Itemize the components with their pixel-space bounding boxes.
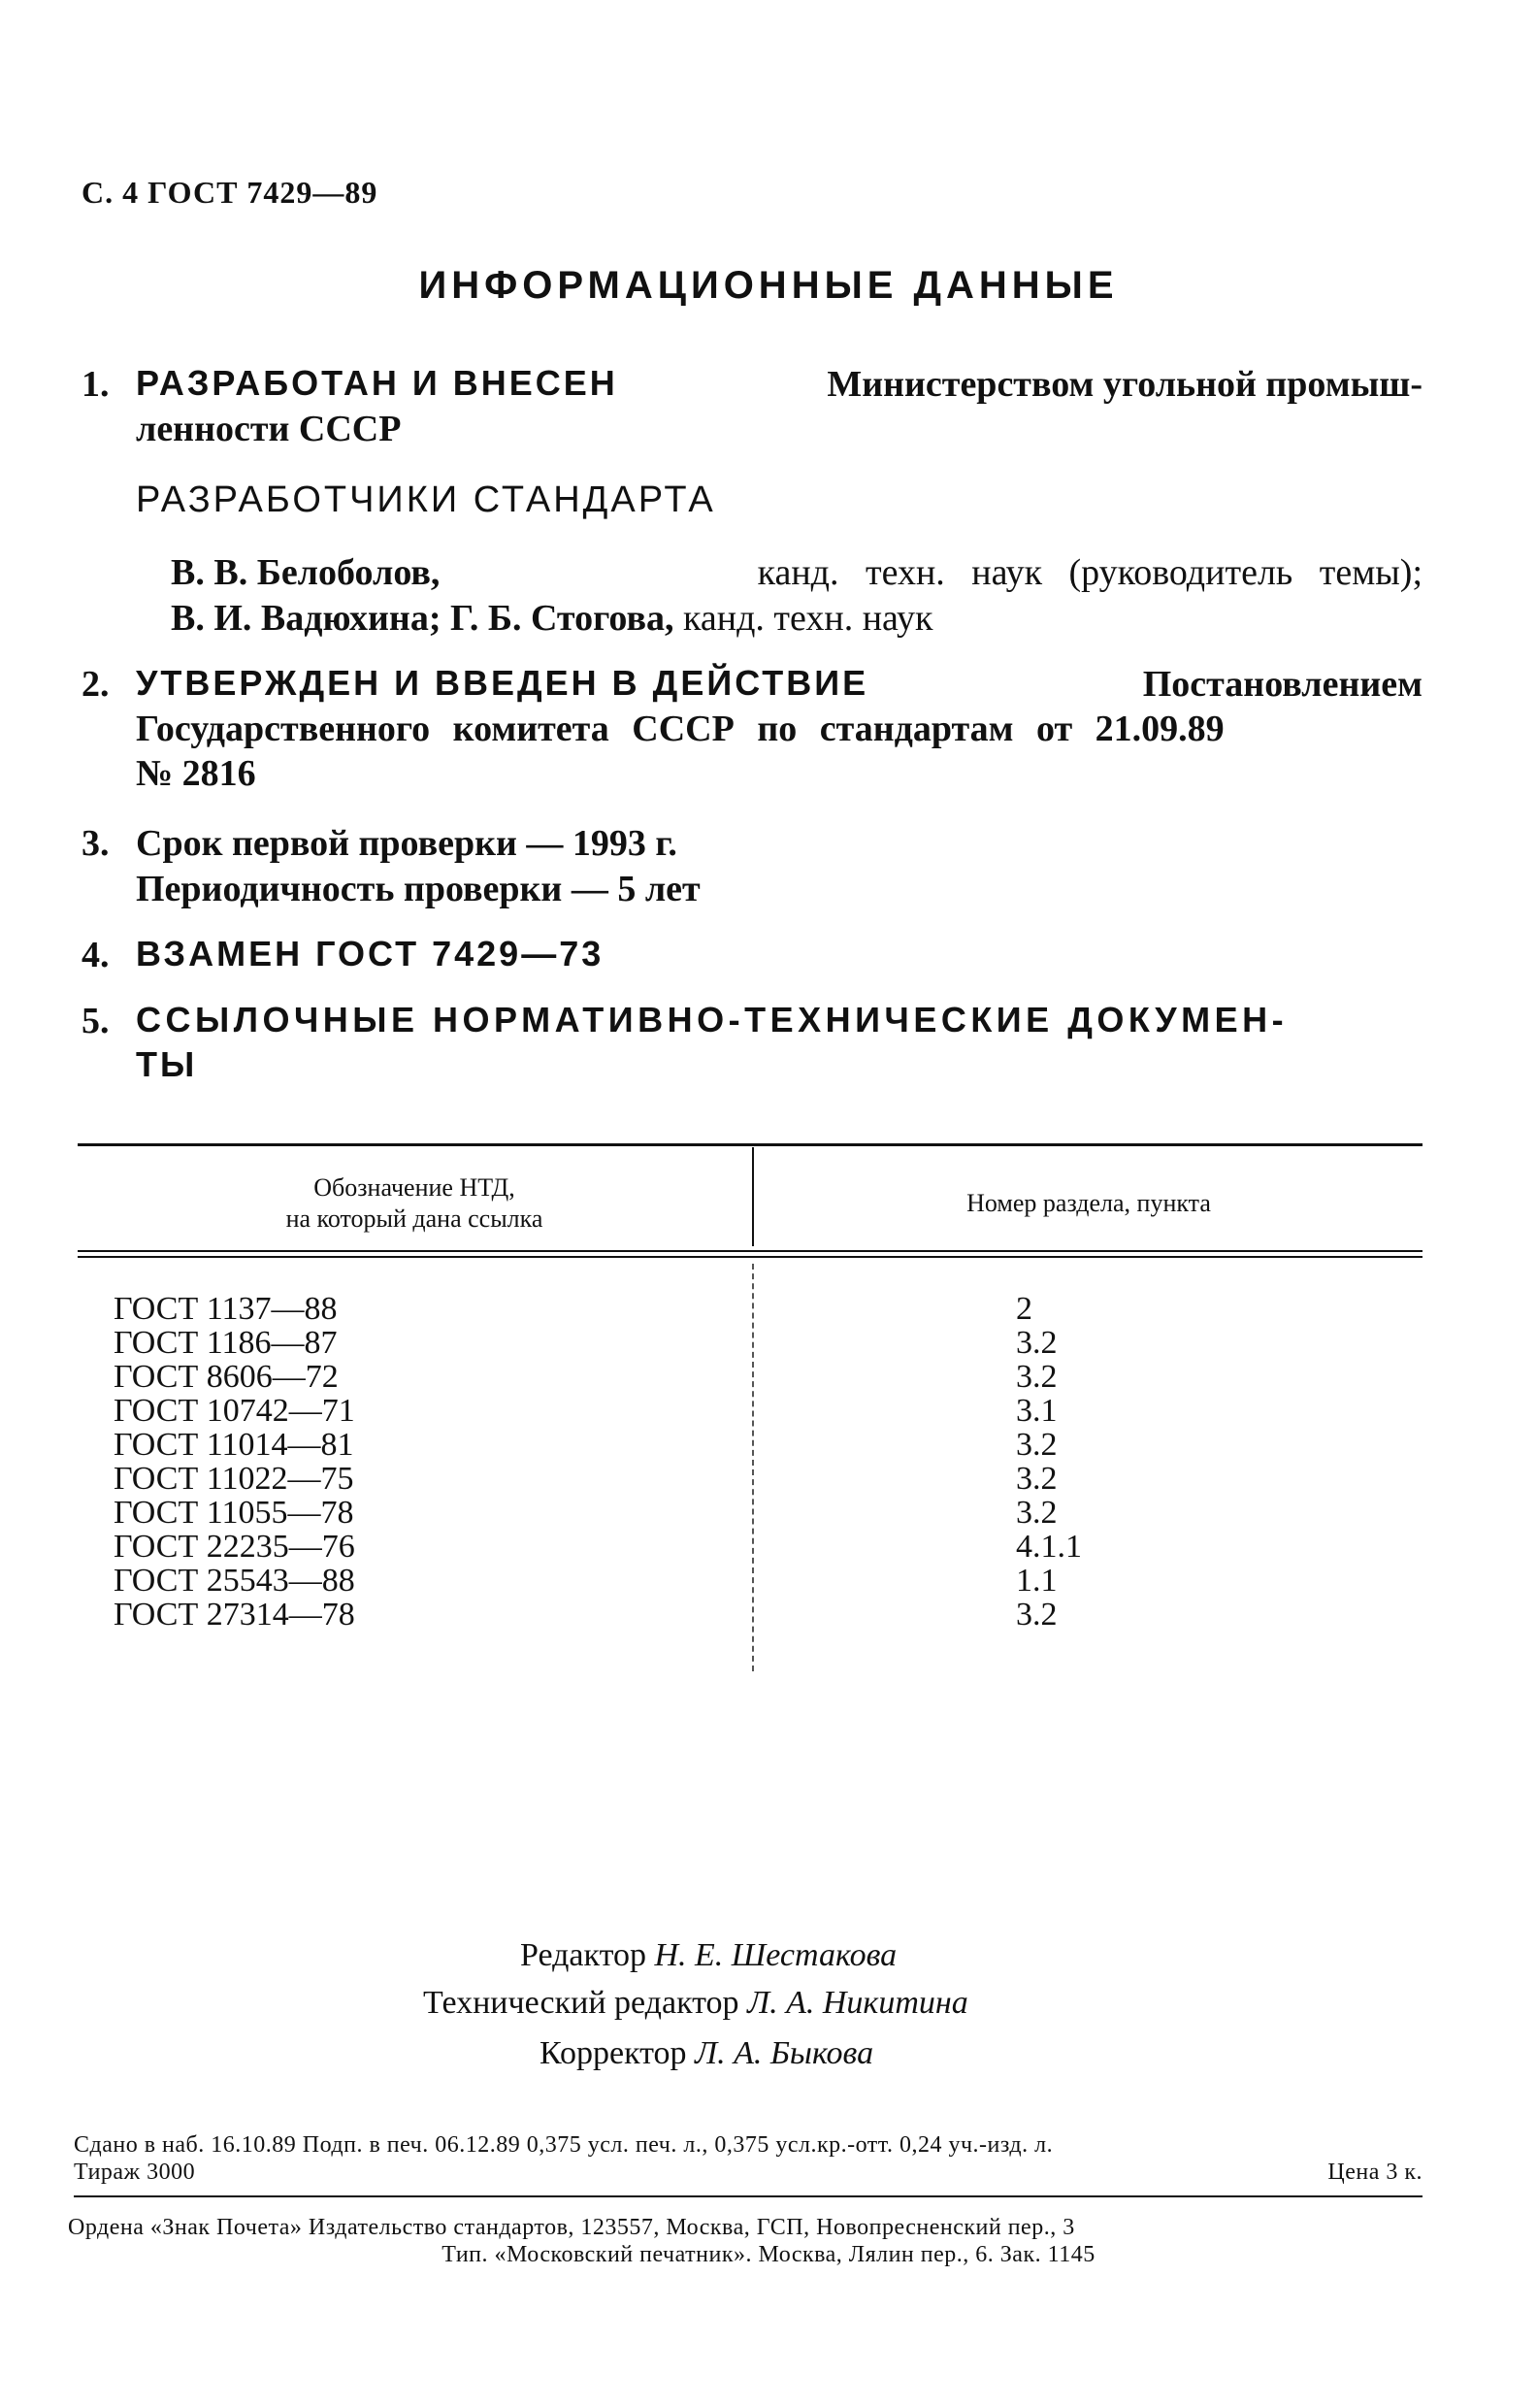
section-cell: 3.2 [1016,1325,1058,1361]
developers-line-1 [171,551,1423,594]
table-row [114,1529,1084,1564]
item-5-line-2: ТЫ [136,1044,198,1084]
developer-name-1: В. В. Белоболов, [171,552,441,593]
table-row [114,1597,1084,1632]
section-cell: 2 [1016,1291,1032,1327]
imprint-line-1: Сдано в наб. 16.10.89 Подп. в печ. 06.12.89 0,375 усл. печ. л., 0,375 усл.кр.-отт. 0,24 уч.-изд. л. [74,2132,1054,2158]
ntd-cell: ГОСТ 8606—72 [114,1359,339,1395]
table-header-rule-2 [78,1256,1423,1258]
item-3-line-2: Периодичность проверки — 5 лет [136,869,701,909]
table-header-divider [752,1147,754,1246]
developer-name-2: В. И. Вадюхина; Г. Б. Стогова, [171,598,674,639]
ntd-cell: ГОСТ 27314—78 [114,1597,355,1633]
tech-editor-name: Л. А. Никитина [747,1985,968,2021]
imprint-line-2 [74,2160,1423,2186]
item-2-text-2: Государственного комитета СССР по стандартам от 21.09.89 [136,709,1225,749]
item-number: 5. [82,1001,110,1041]
item-number: 3. [82,823,110,864]
page-title: ИНФОРМАЦИОННЫЕ ДАННЫЕ [418,264,1119,307]
ntd-cell: ГОСТ 25543—88 [114,1563,355,1599]
table-row [114,1495,1084,1530]
table-row [114,1563,1084,1598]
section-cell: 3.2 [1016,1359,1058,1395]
header-ntd-line-2: на который дана ссылка [285,1204,543,1233]
ntd-cell: ГОСТ 11022—75 [114,1461,354,1497]
section-cell: 3.2 [1016,1495,1058,1531]
table-row [114,1427,1084,1462]
table-row [114,1461,1084,1496]
item-number: 1. [82,364,110,405]
section-cell: 4.1.1 [1016,1529,1082,1565]
imprint-line-4: Тип. «Московский печатник». Москва, Лялин пер., 6. Зак. 1145 [441,2242,1096,2267]
table-header-rule-1 [78,1250,1423,1252]
table-row [114,1393,1084,1428]
table-header-section: Номер раздела, пункта [966,1189,1211,1217]
corrector-label: Корректор [540,2035,687,2071]
ntd-cell: ГОСТ 11055—78 [114,1495,354,1531]
developers-heading: РАЗРАБОТЧИКИ СТАНДАРТА [136,479,716,520]
item-2-text-1: Постановлением [1142,664,1423,705]
table-top-rule [78,1143,1423,1146]
item-number: 2. [82,664,110,705]
item-2-lead: УТВЕРЖДЕН И ВВЕДЕН В ДЕЙСТВИЕ [136,663,869,703]
ntd-cell: ГОСТ 1137—88 [114,1291,338,1327]
header-ntd-line-1: Обозначение НТД, [313,1173,515,1202]
ntd-cell: ГОСТ 1186—87 [114,1325,338,1361]
item-2-text-3: № 2816 [136,753,256,794]
item-1-text-1: Министерством угольной промыш- [827,364,1423,405]
item-4-text: ВЗАМЕН ГОСТ 7429—73 [136,934,605,973]
imprint-circulation: Тираж 3000 [74,2160,196,2185]
imprint-price: Цена 3 к. [1327,2160,1423,2185]
editor-label: Редактор [520,1937,646,1973]
developers-line-2 [171,597,932,640]
section-cell: 3.2 [1016,1427,1058,1463]
item-5-line-1: ССЫЛОЧНЫЕ НОРМАТИВНО-ТЕХНИЧЕСКИЕ ДОКУМЕН- [136,1000,1289,1039]
item-number: 4. [82,935,110,975]
section-cell: 3.2 [1016,1597,1058,1633]
table-header-ntd [78,1172,751,1235]
ntd-cell: ГОСТ 11014—81 [114,1427,354,1463]
item-1-text-2: ленности СССР [136,409,402,449]
developer-role-2: канд. техн. наук [682,598,933,639]
item-2-line-1 [136,663,1423,706]
editor-credit [520,1937,897,1974]
ntd-cell: ГОСТ 10742—71 [114,1393,355,1429]
table-row [114,1291,1084,1326]
imprint-divider [74,2195,1423,2197]
section-cell: 1.1 [1016,1563,1058,1599]
tech-editor-label: Технический редактор [423,1985,739,2021]
corrector-name: Л. А. Быкова [695,2035,874,2071]
table-row [114,1359,1084,1394]
table-row [114,1325,1084,1360]
imprint-line-3: Ордена «Знак Почета» Издательство стандартов, 123557, Москва, ГСП, Новопресненский пер., 3 [68,2215,1075,2240]
item-1-lead: РАЗРАБОТАН И ВНЕСЕН [136,363,618,403]
section-cell: 3.1 [1016,1393,1058,1429]
corrector-credit [540,2035,873,2072]
page-header: С. 4 ГОСТ 7429—89 [82,175,378,210]
tech-editor-credit [423,1985,968,2022]
item-3-line-1: Срок первой проверки — 1993 г. [136,823,677,864]
editor-name: Н. Е. Шестакова [654,1937,898,1973]
item-1-line-1 [136,363,1423,406]
section-cell: 3.2 [1016,1461,1058,1497]
ntd-cell: ГОСТ 22235—76 [114,1529,355,1565]
developer-role-1: канд. техн. наук (руководитель темы); [757,552,1423,593]
